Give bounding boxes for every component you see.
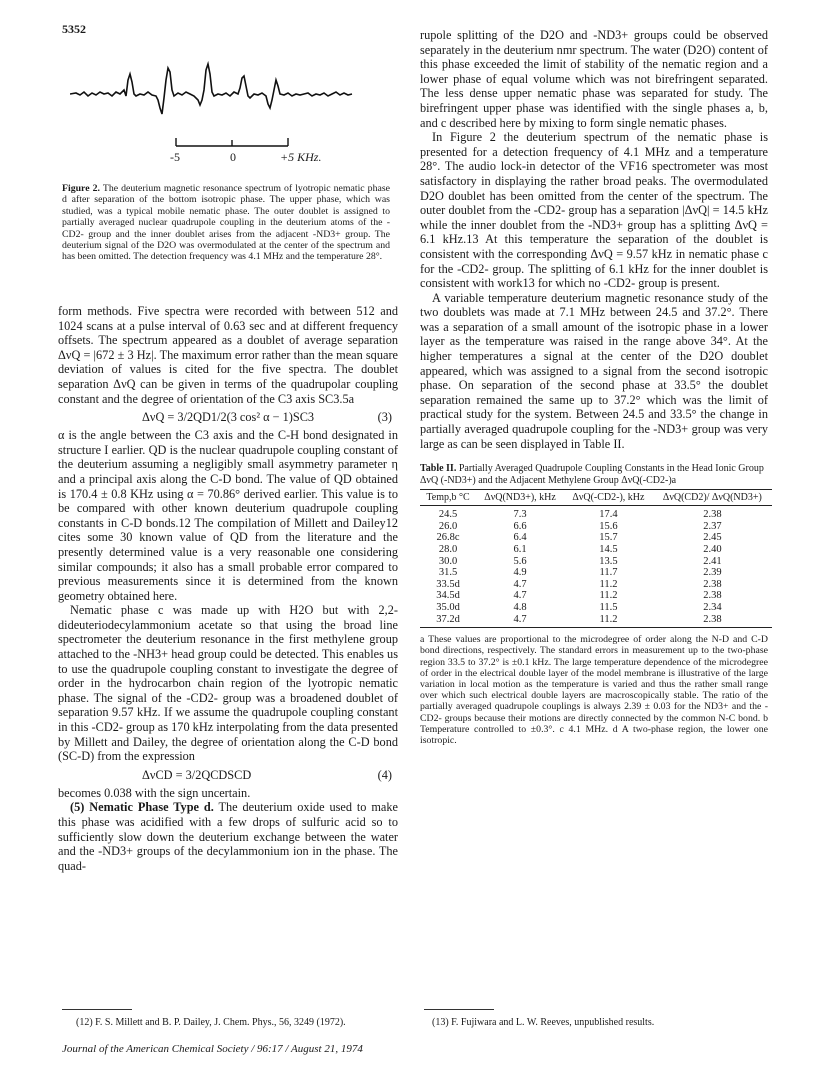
table-cell: 5.6 [513,555,527,567]
reference-13: (13) F. Fujiwara and L. W. Reeves, unpublished results. [432,1017,655,1028]
table-cell: 24.5 [438,509,458,521]
table-cell: 15.7 [599,532,618,544]
table-cell: 7.3 [513,509,527,521]
equation-text: ΔνCD = 3/2QCDSCD [142,767,252,782]
table-row [420,521,772,533]
table-cell: 34.5d [436,590,460,602]
table-cell: 37.2d [420,614,476,628]
table-cell: 15.6 [599,520,618,532]
table-row [420,567,772,579]
table-cell: 26.0 [438,520,458,532]
table-row [420,544,772,556]
table-body [420,506,772,628]
table-cell: 4.9 [513,567,527,579]
table-cell: 6.1 [513,544,527,555]
figure-caption-text: The deuterium magnetic resonance spectrum of lyotropic nematic phase d after separation of the bottom isotropic phase. The upper phase, which was studied, was a typical mobile nematic phase. The outer doublet is assigned to partially averaged nuclear quadrupole coupling in the deuterium atoms of the -CD2- group and the inner doublet arises from the adjacent -ND3+ group. The deuterium signal of the D2O was overmodulated at the center of the spectrum and has been omitted. The detection frequency was 4.1 MHz and the temperature 28°. [62,183,390,263]
figure-caption-label: Figure 2. [62,183,100,194]
paragraph: form methods. Five spectra were recorded with between 512 and 1024 scans at a pulse interval of 0.63 sec and at different frequency offsets. The spectrum appeared as a doublet of average separation ΔνQ = |672 ± 3 Hz|. The maximum error rather than the mean square deviation of values is cited for the five spectra. The doublet separation ΔνQ can be given in terms of the quadrupolar coupling constant and the degree of orientation of the C3 axis SC3.5a [58,304,398,406]
page-number: 5352 [62,22,86,36]
table-cell: 14.5 [599,544,618,555]
table-cell: 6.6 [513,520,527,532]
table-cell: 4.8 [513,601,527,613]
table-header: ΔνQ(-CD2-), kHz [564,490,653,506]
table-cell: 4.7 [476,614,564,628]
table-cell: 30.0 [438,555,458,567]
paragraph: In Figure 2 the deuterium spectrum of the nematic phase is presented for a detection frequency of 4.1 MHz and a temperature 28°. The audio lock-in detector of the VF16 spectrometer was most satisfactory in displaying the rather broad peaks. The overmodulated D2O doublet has been omitted from the center of the spectrum. The outer doublet from the -CD2- group has a separation |ΔνQ| = 14.5 kHz while the inner doublet from the -ND3+ group has a splitting ΔνQ = 6.1 kHz.13 At this temperature the separation of the doublet is consistent with the corresponding ΔνQ = 9.57 kHz in nematic phase c for the -CD2- group. The splitting of 6.1 kHz for the inner doublet is consistent with work13 for which no -CD2- group is present. [420,130,768,291]
reference-12: (12) F. S. Millett and B. P. Dailey, J. Chem. Phys., 56, 3249 (1972). [76,1017,346,1028]
table-cell: 2.39 [703,567,722,579]
table-cell: 2.38 [703,578,722,590]
table-row [420,602,772,614]
axis-tick-label: +5 KHz. [280,150,322,164]
table-row [420,556,772,568]
right-column [420,28,768,746]
table-cell: 2.45 [703,532,722,544]
equation-number: (3) [377,410,392,425]
table-cell: 11.7 [599,567,618,579]
data-table [420,489,772,628]
table-footnote: a These values are proportional to the microdegree of order along the N-D and C-D bond directions, respectively. The standard errors in measurement up to the two-phase region 33.5 to 37.2° is ±0.1 kHz. The large temperature dependence of the microdegree of order in the electrical double layer of the model membrane is illustrative of the large variation in local motion as the temperature is varied and thus the rather small range over which such electrical double layers are macroscopically stable. The ratio of the partially averaged quadrupole couplings is always 2.39 ± 0.03 for the ND3+ and the -CD2- groups because their motions are directly connected by the common N-C bond. b Temperature controlled to ±0.3°. c 4.1 MHz. d A two-phase region, the lower one isotropic. [420,634,768,746]
section-heading: (5) Nematic Phase Type d. [70,800,214,815]
spectrum-trace [70,64,352,114]
equation-3 [58,409,398,425]
table-cell: 4.7 [513,578,527,590]
section-paragraph [58,800,398,873]
table-cell: 31.5 [438,567,458,579]
equation-4 [58,767,398,783]
footnote-rule [62,1009,132,1010]
table-cell: 11.2 [564,614,653,628]
table-cell: 26.8c [436,532,460,544]
figure-caption [62,183,390,263]
table-cell: 33.5d [436,578,460,590]
table-cell: 2.38 [703,509,722,521]
paragraph-text: The deuterium oxide used to make this phase was acidified with a few drops of sulfuric acid so to sufficiently slow down the deuterium exchange between the water and the -ND3+ groups of the decylammonium ion in the phase. The quad- [58,800,398,873]
table-row [420,506,772,521]
table-row [420,590,772,602]
table-cell: 11.2 [599,590,618,602]
table-cell: 2.38 [653,614,772,628]
table-cell: 2.41 [703,555,722,567]
table-cell: 6.4 [513,532,527,544]
table-header: Temp,b °C [420,490,476,506]
axis-tick-label: -5 [170,150,180,164]
table-cell: 2.34 [703,601,722,613]
table-header: ΔνQ(CD2)/ ΔνQ(ND3+) [653,490,772,506]
paragraph: Nematic phase c was made up with H2O but with 2,2-dideuteriodecylammonium acetate so that using the broad line spectrometer the deuterium resonance in the first methylene group attached to the -NH3+ head group could be detected. This enables us to use the quadrupole coupling constant to investigate the degree of order in the hydrocarbon chain region of the lyotropic nematic phase. The signal of the -CD2- group was a broadened doublet of separation 9.57 kHz. If we assume the quadrupole coupling constant in this -CD2- group as 170 kHz interpolating from the data presented by Millett and Dailey, the degree of orientation along the C-D bond (SC-D) from the expression [58,603,398,764]
table-header: ΔνQ(ND3+), kHz [476,490,564,506]
paragraph: becomes 0.038 with the sign uncertain. [58,785,251,800]
table-cell: 11.2 [599,578,618,590]
equation-number: (4) [377,767,392,782]
paragraph: α is the angle between the C3 axis and the C-H bond designated in structure I earlier. QD is the nuclear quadrupole coupling constant of the deuterium assuming a negligibly small asymmetry parameter η and a principal axis along the C-D bond. The value of QD obtained is 170.4 ± 0.8 KHz using α = 70.86° derived earlier. This value is to be compared with other known deuterium quadrupole coupling constants in C-D bonds.12 The compilation of Millett and Dailey12 cites some 30 known value of QD from the literature and the presently determined value is a very reasonable one considering similar compounds; it also has a small probable error compared to previous measurements since it is determined from the known geometry obtained here. [58,428,398,603]
journal-footer: Journal of the American Chemical Society / 96:17 / August 21, 1974 [62,1043,363,1055]
table-cell: 11.5 [599,601,618,613]
table-cell: 28.0 [438,544,458,555]
table-cell: 2.38 [703,590,722,602]
paragraph: A variable temperature deuterium magnetic resonance study of the two doublets was made at 7.1 MHz between 24.5 and 37.2°. There was a separation of a small amount of the isotropic phase in a lower layer as the temperature was raised in the range above 34°. At the higher temperatures a signal at the center of the D2O doublet appeared, which was assigned to a signal from the second isotropic phase. On separation of the second phase at 33.5° the doublet separation remained the same up to 37.2° which was the limit of practical study for the system. Between 24.5 and 33.5° the change in partially averaged quadrupole coupling for the -ND3+ group was very large as can be seen displayed in Table II. [420,290,768,451]
table-row [420,579,772,591]
table-caption-text: Partially Averaged Quadrupole Coupling Constants in the Head Ionic Group ΔνQ (-ND3+) and the Adjacent Methylene Group ΔνQ(-CD2-)a [420,463,764,486]
table-cell: 4.7 [513,590,527,602]
table-row [420,532,772,544]
footnote-rule [424,1009,494,1010]
table-row [420,614,772,628]
table-cell: 2.37 [703,520,722,532]
paragraph: rupole splitting of the D2O and -ND3+ groups could be observed separately in the deuterium nmr spectrum. The water (D2O) content of this phase exceeded the limit of stability of the nematic region and a lower phase of equal volume which was not birefringent separated. The less dense upper nematic phase was separated for study. The birefringent upper phase was identified with the single phases a, b, and c described here by mixing to form single nematic phases. [420,28,768,130]
table-cell: 2.40 [703,544,722,555]
table-caption [420,463,768,486]
table-header-row [420,490,772,506]
left-column [58,304,398,873]
equation-text: ΔνQ = 3/2QD1/2(3 cos² α − 1)SC3 [142,410,315,425]
table-cell: 17.4 [599,509,618,521]
table-cell: 35.0d [436,601,460,613]
table-cell: 13.5 [599,555,618,567]
table-caption-label: Table II. [420,463,457,475]
axis-tick-label: 0 [230,150,236,164]
